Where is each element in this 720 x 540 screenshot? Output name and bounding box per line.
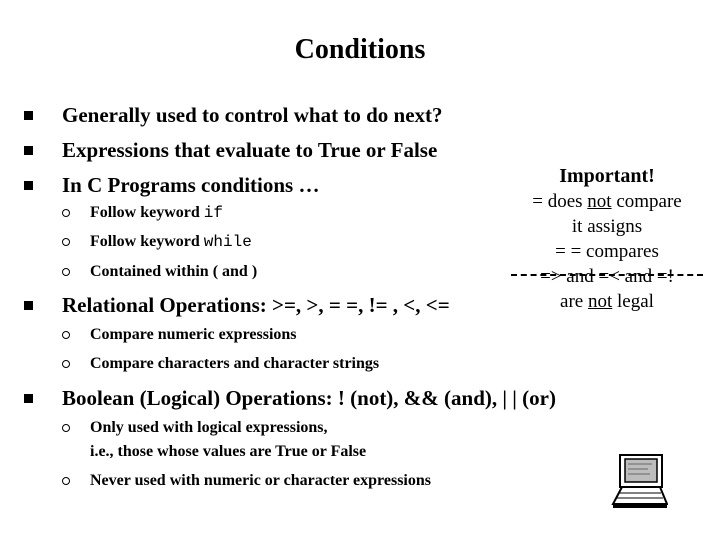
sub-bullet-text: Follow keyword xyxy=(90,233,204,250)
circle-bullet-icon xyxy=(62,268,70,276)
slide-title: Conditions xyxy=(294,34,426,65)
sub-bullet-continuation xyxy=(90,443,366,461)
sub-bullet-text: Compare numeric expressions xyxy=(90,326,297,343)
circle-bullet-icon xyxy=(62,331,70,339)
bullet-text: Boolean (Logical) Operations: ! (not), && (and), | | (or) xyxy=(62,386,556,410)
square-bullet-icon xyxy=(24,181,33,190)
computer-icon xyxy=(610,453,668,509)
bullet-item xyxy=(62,173,319,198)
note-underlined: not xyxy=(587,291,613,312)
bullet-text: Expressions that evaluate to True or False xyxy=(62,138,438,162)
sub-bullet-text: Compare characters and character strings xyxy=(90,355,380,372)
bullet-item xyxy=(62,103,443,128)
circle-bullet-icon xyxy=(62,238,70,246)
square-bullet-icon xyxy=(24,111,33,120)
note-line: it assigns xyxy=(571,216,643,237)
square-bullet-icon xyxy=(24,301,33,310)
square-bullet-icon xyxy=(24,146,33,155)
circle-bullet-icon xyxy=(62,209,70,217)
code-keyword: if xyxy=(203,204,223,222)
sub-bullet-item xyxy=(90,472,431,490)
code-keyword: while xyxy=(203,233,252,251)
sub-bullet-item xyxy=(90,419,328,437)
sub-bullet-item xyxy=(90,204,223,222)
square-bullet-icon xyxy=(24,394,33,403)
important-note xyxy=(502,164,712,314)
sub-bullet-text: Only used with logical expressions, xyxy=(90,419,328,436)
circle-bullet-icon xyxy=(62,360,70,368)
note-heading: Important! xyxy=(559,165,655,187)
bullet-text: Generally used to control what to do next? xyxy=(62,103,443,127)
bullet-item xyxy=(62,386,556,411)
bullet-text: Relational Operations: >=, >, = =, != , <, <= xyxy=(62,293,450,317)
note-text: are xyxy=(560,291,588,312)
sub-bullet-text: Follow keyword xyxy=(90,204,204,221)
sub-bullet-text: Never used with numeric or character expressions xyxy=(90,472,431,489)
note-text: compare xyxy=(611,191,682,212)
circle-bullet-icon xyxy=(62,477,70,485)
sub-bullet-item xyxy=(90,233,252,251)
note-underlined: not xyxy=(587,191,612,212)
sub-bullet-text: Contained within ( and ) xyxy=(90,263,258,280)
sub-bullet-item xyxy=(90,263,257,281)
bullet-text: In C Programs conditions … xyxy=(62,173,320,197)
bullet-item xyxy=(62,293,450,318)
note-line: => and =< and =! xyxy=(540,266,674,287)
note-line: = = compares xyxy=(555,241,659,262)
sub-bullet-item xyxy=(90,326,297,344)
circle-bullet-icon xyxy=(62,424,70,432)
note-line xyxy=(502,189,712,214)
note-line xyxy=(502,289,712,314)
note-text: = does xyxy=(532,191,588,212)
note-text: legal xyxy=(612,291,654,312)
bullet-item xyxy=(62,138,437,163)
sub-bullet-item xyxy=(90,355,379,373)
sub-bullet-text: i.e., those whose values are True or False xyxy=(90,443,367,460)
dashed-divider xyxy=(511,274,703,276)
